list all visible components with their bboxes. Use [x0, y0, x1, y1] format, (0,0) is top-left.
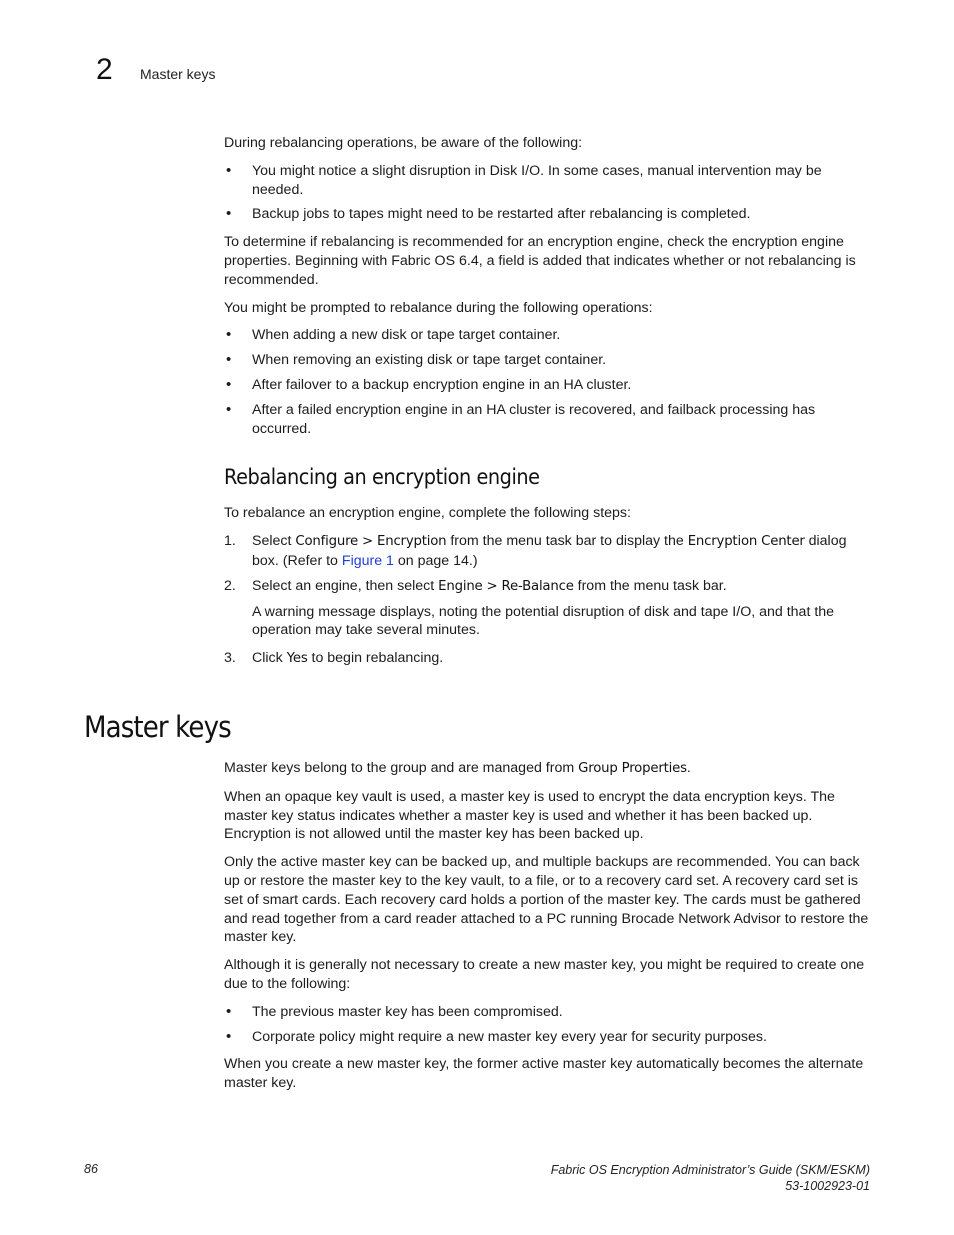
steps-list — [224, 532, 872, 669]
step-item — [224, 532, 872, 571]
paragraph: During rebalancing operations, be aware of the following: — [224, 135, 583, 151]
chapter-number: 2 — [96, 53, 113, 86]
bullet-list — [224, 326, 872, 438]
paragraph: To determine if rebalancing is recommended for an encryption engine, check the encryption engine properties. Beginning with Fabric OS 6.4, a field is added that indicates whether or not rebalancing is recommended. — [224, 234, 856, 288]
document-footer — [551, 1162, 870, 1194]
step-text: Click — [252, 650, 287, 667]
list-item: • After failover to a backup encryption engine in an HA cluster. — [224, 376, 872, 395]
bullet-list — [224, 162, 872, 224]
step-number: 2. — [224, 577, 236, 594]
paragraph: Although it is generally not necessary to create a new master key, you might be required to create one due to the following: — [224, 957, 865, 992]
document-title: Fabric OS Encryption Administrator’s Guide (SKM/ESKM) — [550, 1163, 870, 1177]
ui-label: Yes — [286, 651, 308, 667]
bullet-list — [224, 1003, 872, 1047]
step-text: Select an engine, then select — [252, 577, 439, 594]
ui-label: Configure > Encryption — [295, 534, 447, 550]
list-item: • You might notice a slight disruption in Disk I/O. In some cases, manual intervention may be needed. — [224, 162, 872, 200]
ui-label: Group Properties — [578, 761, 687, 776]
step-text: dialog box. (Refer to — [252, 533, 847, 569]
paragraph: To rebalance an encryption engine, complete the following steps: — [224, 505, 631, 522]
figure-link[interactable]: Figure 1 — [341, 552, 394, 569]
page-section-title: Master keys — [84, 710, 231, 744]
step-text: from the menu task bar to display the — [446, 533, 688, 550]
page-number: 86 — [84, 1162, 98, 1176]
section-heading: Rebalancing an encryption engine — [224, 465, 540, 490]
step-text: from the menu task bar. — [573, 577, 727, 594]
list-item: • When removing an existing disk or tape target container. — [224, 351, 872, 370]
section-master-keys — [224, 759, 872, 1102]
step-text: on page 14.) — [393, 552, 478, 569]
step-text: Select — [252, 533, 296, 550]
paragraph — [224, 759, 872, 779]
document-number: 53-1002923-01 — [785, 1179, 870, 1193]
list-item: • Backup jobs to tapes might need to be restarted after rebalancing is completed. — [224, 205, 872, 224]
list-item: • Corporate policy might require a new master key every year for security purposes. — [224, 1028, 872, 1047]
section-rebalancing-notes — [224, 134, 872, 678]
ui-label: Encryption Center — [687, 534, 805, 550]
paragraph: You might be prompted to rebalance during the following operations: — [224, 299, 653, 316]
ui-label: Engine > Re-Balance — [438, 578, 574, 594]
paragraph: Only the active master key can be backed up, and multiple backups are recommended. You can back up or restore the master key to the key vault, to a file, or to a recovery card set. A recovery card set is set of smart cards. Each recovery card holds a portion of the master key. The cards must be gathered and read together from a card reader attached to a PC running Brocade Network Advisor to restore the master key. — [224, 854, 869, 946]
chapter-title: Master keys — [140, 66, 216, 82]
paragraph-text: Master keys belong to the group and are managed from — [224, 760, 579, 776]
step-number: 3. — [224, 650, 236, 667]
step-item — [224, 649, 872, 669]
step-item — [224, 577, 872, 640]
list-item: • After a failed encryption engine in an HA cluster is recovered, and failback processing has occurred. — [224, 401, 872, 439]
paragraph-text: . — [686, 760, 691, 776]
list-item: • When adding a new disk or tape target container. — [224, 326, 872, 345]
step-note: A warning message displays, noting the potential disruption of disk and tape I/O, and that the operation may take several minutes. — [252, 603, 835, 639]
paragraph: When an opaque key vault is used, a master key is used to encrypt the data encryption keys. The master key status indicates whether a master key is used and whether it has been backed up. Encryption is not allowed until the master key has been backed up. — [224, 788, 835, 843]
step-number: 1. — [224, 533, 236, 550]
step-text: to begin rebalancing. — [307, 650, 444, 667]
paragraph: When you create a new master key, the former active master key automatically becomes the alternate master key. — [224, 1056, 864, 1092]
list-item: • The previous master key has been compromised. — [224, 1003, 872, 1022]
